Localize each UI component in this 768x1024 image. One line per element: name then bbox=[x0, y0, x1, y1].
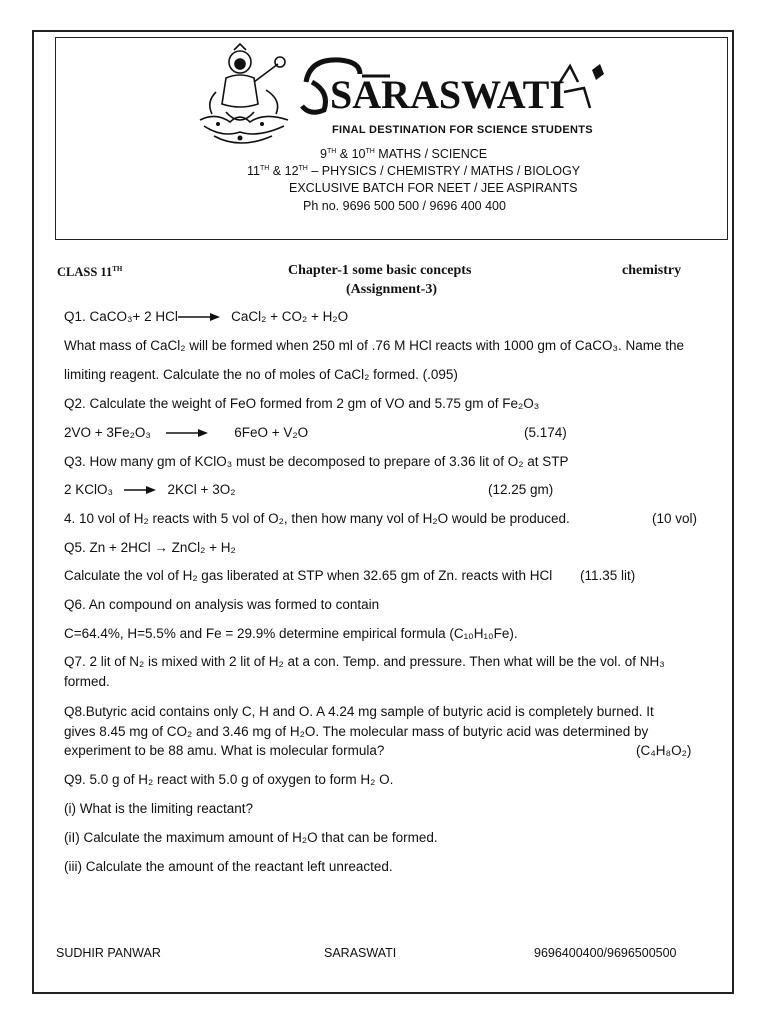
arrow-right-icon bbox=[124, 485, 156, 495]
q8-text-3: experiment to be 88 amu. What is molecular formula? bbox=[64, 743, 385, 758]
q6-text-2: C=64.4%, H=5.5% and Fe = 29.9% determine empirical formula (C₁₀H₁₀Fe). bbox=[64, 626, 518, 641]
footer-author: SUDHIR PANWAR bbox=[56, 946, 161, 960]
q5-answer: (11.35 lit) bbox=[580, 568, 636, 583]
q8-text-2: gives 8.45 mg of CO₂ and 3.46 mg of H₂O. The molecular mass of butyric acid was determined by bbox=[64, 724, 649, 739]
arrow-right-icon bbox=[166, 428, 208, 438]
q9-part-1: (i) What is the limiting reactant? bbox=[64, 801, 254, 816]
q3-text: Q3. How many gm of KClO₃ must be decomposed to prepare of 3.36 lit of O₂ at STP bbox=[64, 454, 569, 469]
class-label: CLASS 11TH bbox=[57, 265, 123, 279]
q3-equation: 2 KClO₃ 2KCl + 3O₂ bbox=[64, 482, 236, 497]
logo-text: SARASWATI bbox=[330, 72, 565, 117]
assignment-title: (Assignment-3) bbox=[346, 282, 437, 297]
q2-equation: 2VO + 3Fe₂O₃ 6FeO + V₂O bbox=[64, 425, 309, 440]
footer-institute: SARASWATI bbox=[324, 946, 397, 960]
tagline: FINAL DESTINATION FOR SCIENCE STUDENTS bbox=[332, 124, 593, 136]
q8-text: Q8.Butyric acid contains only C, H and O. A 4.24 mg sample of butyric acid is completely burned. It bbox=[64, 704, 654, 719]
header-line-3: EXCLUSIVE BATCH FOR NEET / JEE ASPIRANTS bbox=[289, 181, 578, 195]
q2-answer: (5.174) bbox=[524, 425, 567, 440]
q1-text-2: limiting reagent. Calculate the no of moles of CaCl₂ formed. (.095) bbox=[64, 367, 458, 382]
q7-text: Q7. 2 lit of N₂ is mixed with 2 lit of H₂ at a con. Temp. and pressure. Then what will be the vol. of NH₃ bbox=[64, 654, 665, 669]
q1-text: What mass of CaCl₂ will be formed when 250 ml of .76 M HCl reacts with 1000 gm of CaCO₃. Name the bbox=[64, 338, 684, 353]
header-phone: Ph no. 9696 500 500 / 9696 400 400 bbox=[303, 199, 506, 213]
saraswati-wordmark-logo bbox=[300, 52, 610, 122]
q5-equation: Q5. Zn + 2HCl → ZnCl₂ + H₂ bbox=[64, 540, 236, 555]
q9-part-2: (iI) Calculate the maximum amount of H₂O that can be formed. bbox=[64, 830, 438, 845]
q9-part-3: (iii) Calculate the amount of the reactant left unreacted. bbox=[64, 859, 393, 874]
subject-label: chemistry bbox=[622, 263, 682, 278]
q4-answer: (10 vol) bbox=[652, 511, 698, 526]
deity-logo-icon bbox=[196, 42, 296, 150]
q6-text: Q6. An compound on analysis was formed to contain bbox=[64, 597, 380, 612]
q2-text: Q2. Calculate the weight of FeO formed from 2 gm of VO and 5.75 gm of Fe₂O₃ bbox=[64, 396, 540, 411]
header-line-2: 11TH & 12TH – PHYSICS / CHEMISTRY / MATHS / BIOLOGY bbox=[247, 164, 581, 178]
footer-phone: 9696400400/9696500500 bbox=[534, 946, 677, 960]
q4-text: 4. 10 vol of H₂ reacts with 5 vol of O₂, then how many vol of H₂O would be produced. bbox=[64, 511, 570, 526]
q8-answer: (C₄H₈O₂) bbox=[636, 743, 692, 758]
q5-text: Calculate the vol of H₂ gas liberated at STP when 32.65 gm of Zn. reacts with HCl bbox=[64, 568, 553, 583]
q9-text: Q9. 5.0 g of H₂ react with 5.0 g of oxygen to form H₂ O. bbox=[64, 772, 394, 787]
q3-answer: (12.25 gm) bbox=[488, 482, 554, 497]
q1-equation: Q1. CaCO₃+ 2 HCl CaCl₂ + CO₂ + H₂O bbox=[64, 309, 349, 324]
arrow-right-icon bbox=[178, 312, 220, 322]
q7-text-2: formed. bbox=[64, 674, 110, 689]
chapter-title: Chapter-1 some basic concepts bbox=[288, 263, 472, 278]
header-line-1: 9TH & 10TH MATHS / SCIENCE bbox=[320, 147, 488, 161]
